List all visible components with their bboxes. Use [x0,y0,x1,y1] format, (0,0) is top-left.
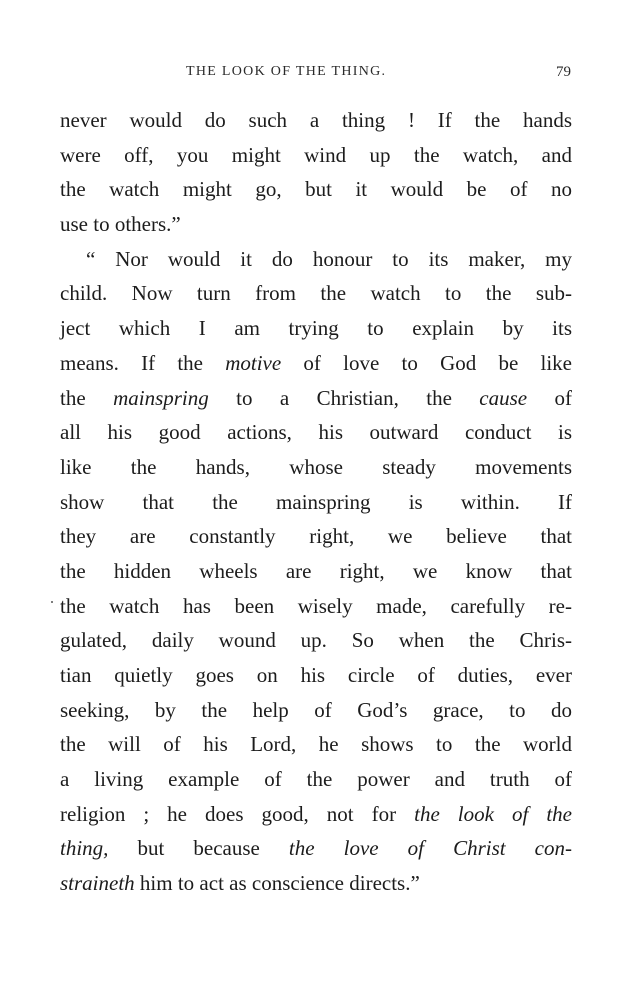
text-segment: religion ; he does good, not for [60,801,415,826]
text-line [60,311,572,346]
text-line [60,658,572,693]
text-segment: “ Nor would it do honour to its maker, my [86,246,572,271]
text-line [60,589,572,624]
italic-text: the love of Christ con- [288,836,572,861]
italic-text: mainspring [113,385,209,410]
text-segment: a living example of the power and truth of [60,767,572,792]
text-line [60,450,572,485]
text-segment: the [60,385,114,410]
text-line [60,138,572,173]
text-segment: means. If the [60,350,226,375]
text-segment: use to others.” [60,212,181,237]
italic-text: thing, [60,836,109,861]
italic-text: motive [225,350,282,375]
text-segment: show that the mainspring is within. If [60,489,572,514]
text-segment: all his good actions, his outward conduct is [60,420,572,445]
text-segment: of [527,385,573,410]
text-segment: child. Now turn from the watch to the sub- [60,281,572,306]
page-number: 79 [556,64,571,80]
text-segment: the hidden wheels are right, we know that [60,558,572,583]
text-segment: the watch has been wisely made, carefully re- [60,593,572,618]
text-segment: they are constantly right, we believe that [60,524,572,549]
text-segment: to a Christian, the [208,385,480,410]
text-line [60,485,572,520]
text-line [60,554,572,589]
text-line [60,103,572,138]
text-segment: the watch might go, but it would be of no [60,177,572,202]
stray-ink-mark [51,601,53,603]
text-segment: gulated, daily wound up. So when the Chris- [60,628,572,653]
text-line [60,242,572,277]
italic-text: cause [479,385,528,410]
text-segment: were off, you might wind up the watch, and [60,142,572,167]
text-line [60,693,572,728]
text-line [60,727,572,762]
running-title: THE LOOK OF THE THING. [186,64,387,79]
text-segment: of love to God be like [281,350,572,375]
text-segment: tian quietly goes on his circle of duties, ever [60,663,572,687]
text-segment: never would do such a thing ! If the hands [60,108,572,132]
text-line [60,519,572,554]
text-line [60,866,572,901]
text-segment: ject which I am trying to explain by its [60,316,572,341]
text-segment: but because [108,836,289,861]
text-line [60,207,572,242]
text-line [60,381,572,416]
text-line [60,346,572,381]
text-line [60,762,572,797]
text-line [60,415,572,450]
text-line [60,172,572,207]
text-segment: seeking, by the help of God’s grace, to do [60,697,572,722]
text-segment: the will of his Lord, he shows to the world [60,732,572,757]
italic-text: the look of the [414,801,572,826]
text-line [60,623,572,658]
italic-text: straineth [60,871,135,896]
text-segment: him to act as conscience directs.” [134,871,420,896]
text-segment: like the hands, whose steady movements [60,454,572,479]
text-line [60,276,572,311]
running-header [186,64,571,84]
text-line [60,831,572,866]
text-line [60,797,572,832]
body-text [60,103,572,901]
